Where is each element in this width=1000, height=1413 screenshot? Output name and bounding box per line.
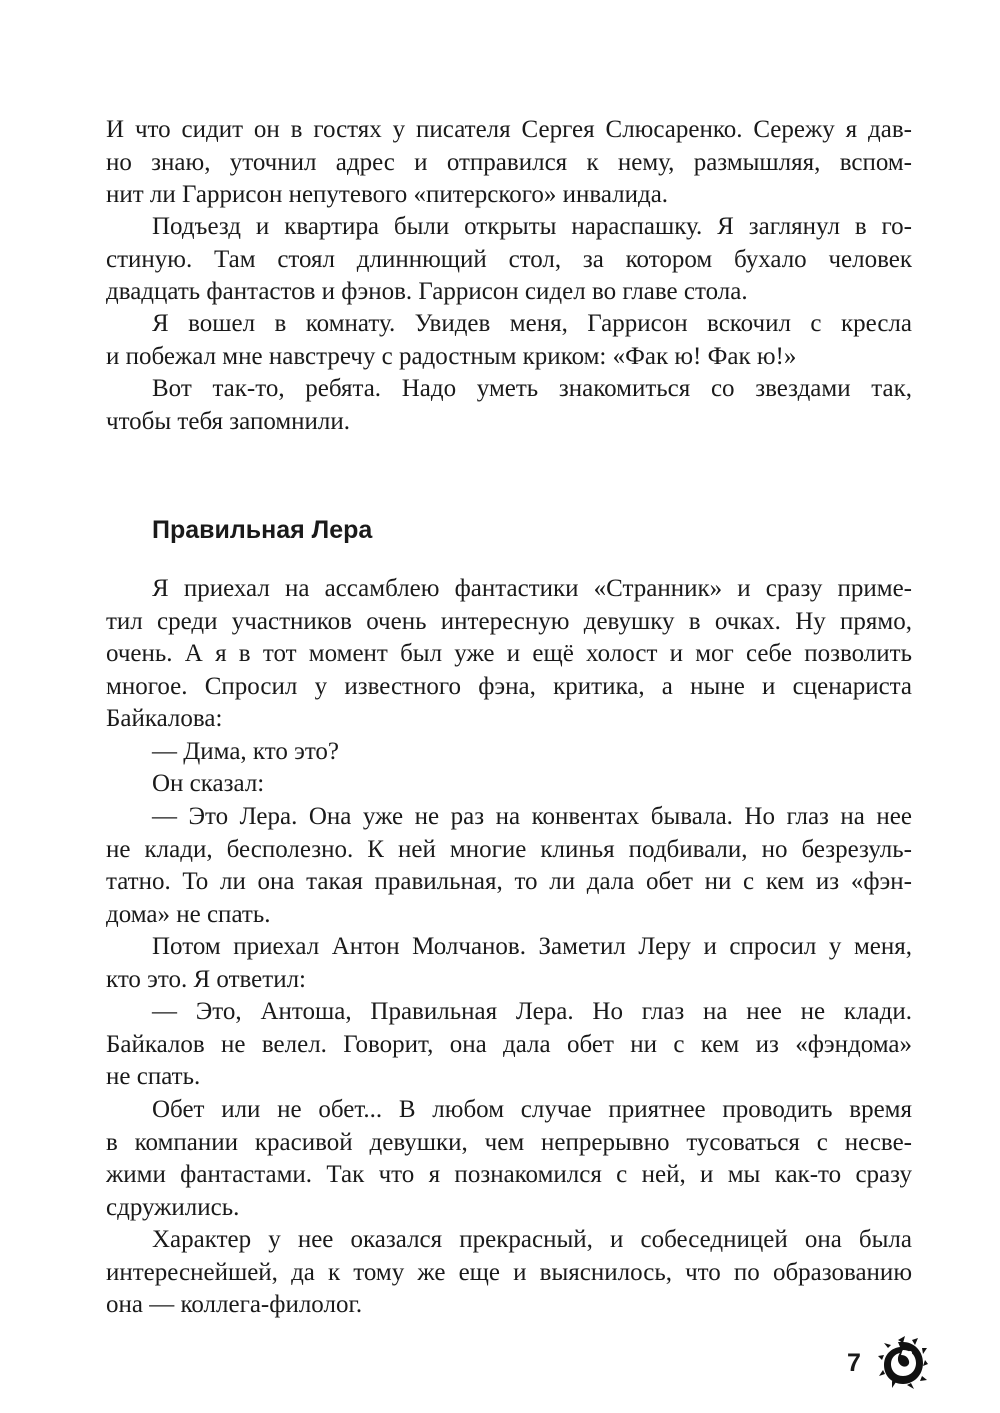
text-line: И что сидит он в гостях у писателя Сергея Слюсаренко. Сережу я дав- (106, 116, 912, 143)
text-line: не клади, бесполезно. К ней многие клинья подбивали, но безрезуль- (106, 835, 912, 863)
text-line: Подъезд и квартира были открыты нараспашку. Я заглянул в го- (152, 213, 912, 240)
text-line: но знаю, уточнил адрес и отправился к нему, размышляя, вспом- (106, 148, 912, 176)
text-line: кто это. Я ответил: (106, 965, 306, 993)
paragraph (106, 1224, 912, 1322)
section-heading: Правильная Лера (152, 516, 373, 544)
text-line: — Дима, кто это? (152, 738, 340, 765)
paragraph (106, 373, 912, 438)
text-line: — Это, Антоша, Правильная Лера. Но глаз на нее не клади. (152, 998, 912, 1025)
text-line: Байкалова: (106, 705, 223, 732)
dialogue-line (106, 801, 912, 931)
text-line: двадцать фантастов и фэнов. Гаррисон сидел во главе стола. (106, 278, 748, 305)
text-line: Обет или не обет... В любом случае приятнее проводить время (152, 1096, 912, 1123)
text-line: татно. То ли она такая правильная, то ли дала обет ни с кем из «фэн- (106, 868, 912, 895)
text-line: она — коллега-филолог. (106, 1291, 363, 1318)
dialogue-line (106, 736, 912, 769)
text-line: Я вошел в комнату. Увидев меня, Гаррисон вскочил с кресла (152, 310, 912, 337)
text-line: Он сказал: (152, 770, 265, 797)
paragraph (106, 211, 912, 309)
text-line: и побежал мне навстречу с радостным криком: «Фак ю! Фак ю!» (106, 342, 797, 370)
text-line: интереснейшей, да к тому же еще и выяснилось, что по образованию (106, 1258, 912, 1286)
paragraph (106, 114, 912, 212)
text-line: Характер у нее оказался прекрасный, и собеседницей она была (152, 1226, 912, 1253)
dragon-ornament-icon (878, 1336, 928, 1390)
text-line: не спать. (106, 1063, 201, 1090)
text-line: Байкалов не велел. Говорит, она дала обет ни с кем из «фэндома» (106, 1030, 912, 1058)
text-line: стиную. Там стоял длиннющий стол, за котором бухало человек (106, 245, 912, 273)
text-line: нит ли Гаррисон непутевого «питерского» инвалида. (106, 181, 669, 208)
text-line: многое. Спросил у известного фэна, критика, а ныне и сценариста (106, 672, 912, 700)
paragraph (106, 573, 912, 736)
text-line: сдружились. (106, 1193, 240, 1221)
text-line: Потом приехал Антон Молчанов. Заметил Леру и спросил у меня, (152, 933, 912, 960)
paragraph (106, 1094, 912, 1224)
text-line: в компании красивой девушки, чем непрерывно тусоваться с несве- (106, 1128, 912, 1156)
paragraph (106, 931, 912, 996)
paragraph (106, 768, 912, 801)
text-line: жими фантастами. Так что я познакомился с ней, и мы как-то сразу (106, 1161, 912, 1188)
dialogue-line (106, 996, 912, 1094)
text-line: Вот так-то, ребята. Надо уметь знакомиться со звездами так, (152, 375, 912, 402)
text-line: тил среди участников очень интересную девушку в очках. Ну прямо, (106, 607, 912, 635)
text-line: — Это Лера. Она уже не раз на конвентах бывала. Но глаз на нее (152, 803, 912, 830)
text-line: чтобы тебя запомнили. (106, 407, 351, 435)
text-line: Я приехал на ассамблею фантастики «Странник» и сразу приме- (152, 575, 912, 602)
page-number: 7 (847, 1349, 861, 1377)
text-line: дома» не спать. (106, 900, 271, 928)
paragraph (106, 308, 912, 373)
text-line: очень. А я в тот момент был уже и ещё холост и мог себе позволить (106, 640, 912, 667)
